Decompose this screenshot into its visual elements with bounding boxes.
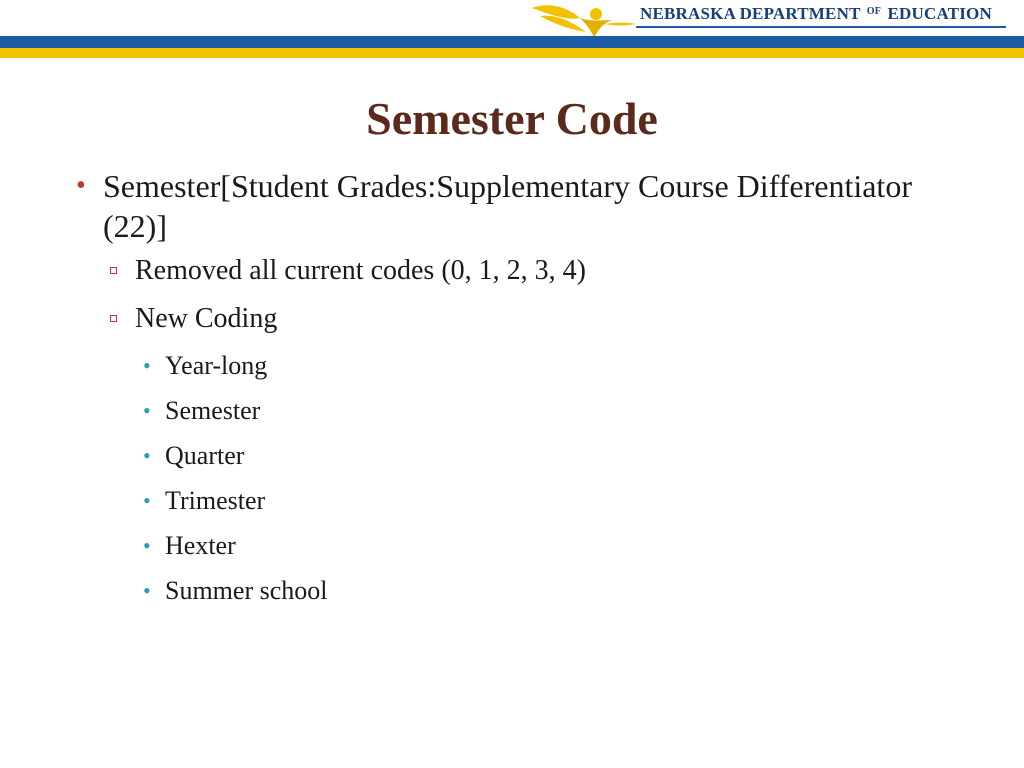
bullet-text: Quarter (165, 441, 245, 470)
header-yellow-stripe (0, 48, 1024, 58)
bullet-dot-icon: • (143, 578, 151, 603)
bullet-dot-icon: • (143, 488, 151, 513)
bullet-dot-icon: • (143, 398, 151, 423)
bullet-level-3 (72, 350, 972, 382)
bullet-level-3 (72, 575, 972, 607)
header-blue-stripe (0, 36, 1024, 48)
bullet-text: Year-long (165, 351, 268, 380)
bullet-level-2 (72, 302, 972, 336)
bullet-text: Semester (165, 396, 261, 425)
bullet-text: Removed all current codes (0, 1, 2, 3, 4) (135, 255, 586, 286)
bullet-dot-icon: • (143, 533, 151, 558)
org-name-of: OF (866, 6, 882, 17)
slide-title: Semester Code (366, 93, 658, 144)
bullet-square-icon (110, 315, 117, 322)
slide-body (72, 166, 972, 620)
slide-header (0, 0, 1024, 60)
bullet-level-2 (72, 254, 972, 288)
bullet-text: Trimester (165, 486, 266, 515)
org-underline (636, 26, 1006, 28)
bullet-level-1 (72, 166, 972, 246)
bullet-text: Semester[Student Grades:Supplementary Course Differentiator (22)] (103, 168, 912, 244)
org-name-part1: NEBRASKA DEPARTMENT (640, 4, 861, 23)
bullet-level-3 (72, 485, 972, 517)
bullet-level-3 (72, 530, 972, 562)
org-name (640, 4, 992, 26)
bullet-dot-icon: • (143, 443, 151, 468)
bullet-text: New Coding (135, 303, 278, 334)
bullet-dot-icon: • (76, 170, 86, 201)
bullet-dot-icon: • (143, 353, 151, 378)
bullet-level-3 (72, 440, 972, 472)
bullet-level-3 (72, 395, 972, 427)
bullet-square-icon (110, 267, 117, 274)
bullet-text: Hexter (165, 531, 236, 560)
org-name-part2: EDUCATION (887, 4, 992, 23)
bullet-text: Summer school (165, 576, 328, 605)
